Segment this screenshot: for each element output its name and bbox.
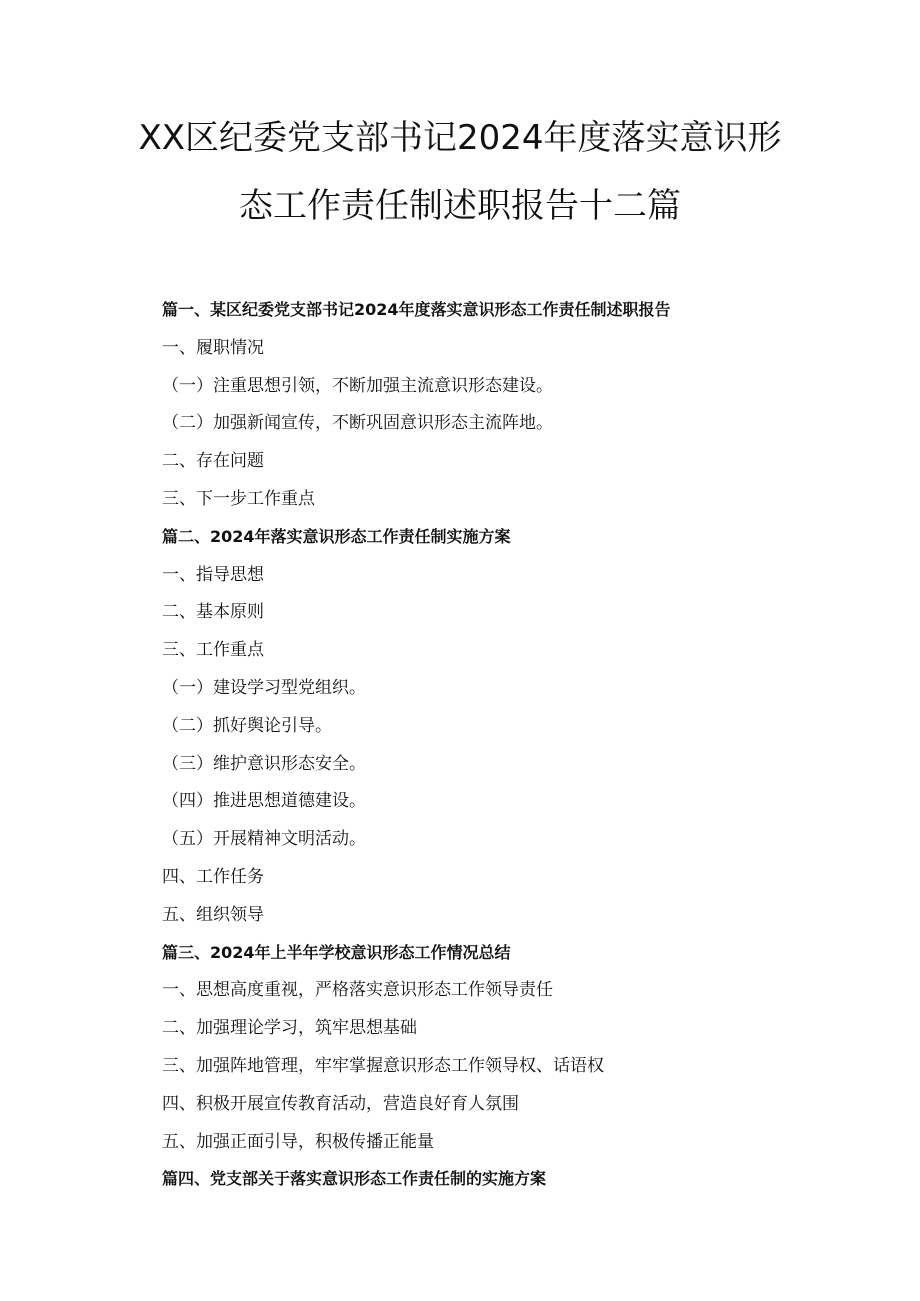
toc-chapter-3: 篇三、2024年上半年学校意识形态工作情况总结: [162, 942, 511, 962]
table-of-contents: [162, 298, 802, 1205]
toc-item: （一）建设学习型党组织。: [162, 677, 366, 698]
toc-chapter-4: 篇四、党支部关于落实意识形态工作责任制的实施方案: [162, 1169, 547, 1189]
toc-item: 二、加强理论学习，筑牢思想基础: [162, 1018, 417, 1039]
toc-item: 三、下一步工作重点: [162, 488, 315, 509]
toc-item: 三、工作重点: [162, 640, 264, 661]
toc-item: 一、履职情况: [162, 337, 264, 358]
document-title-line-1: XX区纪委党支部书记2024年度落实意识形: [138, 118, 782, 158]
toc-item: 四、积极开展宣传教育活动，营造良好育人氛围: [162, 1093, 519, 1114]
toc-item: 二、存在问题: [162, 451, 264, 472]
toc-item: （二）加强新闻宣传，不断巩固意识形态主流阵地。: [162, 413, 553, 434]
toc-item: （四）推进思想道德建设。: [162, 791, 366, 812]
toc-item: 四、工作任务: [162, 866, 264, 887]
toc-item: 五、加强正面引导，积极传播正能量: [162, 1131, 434, 1152]
toc-item: 一、指导思想: [162, 564, 264, 585]
toc-item: 一、思想高度重视，严格落实意识形态工作领导责任: [162, 980, 553, 1001]
toc-chapter-1: 篇一、某区纪委党支部书记2024年度落实意识形态工作责任制述职报告: [162, 300, 671, 319]
toc-item: （三）维护意识形态安全。: [162, 753, 366, 774]
toc-item: （二）抓好舆论引导。: [162, 715, 332, 736]
toc-chapter-2: 篇二、2024年落实意识形态工作责任制实施方案: [162, 526, 511, 546]
toc-item: （一）注重思想引领，不断加强主流意识形态建设。: [162, 375, 553, 396]
toc-item: 二、基本原则: [162, 602, 264, 623]
toc-item: 五、组织领导: [162, 904, 264, 925]
toc-item: （五）开展精神文明活动。: [162, 829, 366, 850]
toc-item: 三、加强阵地管理，牢牢掌握意识形态工作领导权、话语权: [162, 1055, 604, 1076]
document-title-line-2: 态工作责任制述职报告十二篇: [239, 186, 681, 226]
